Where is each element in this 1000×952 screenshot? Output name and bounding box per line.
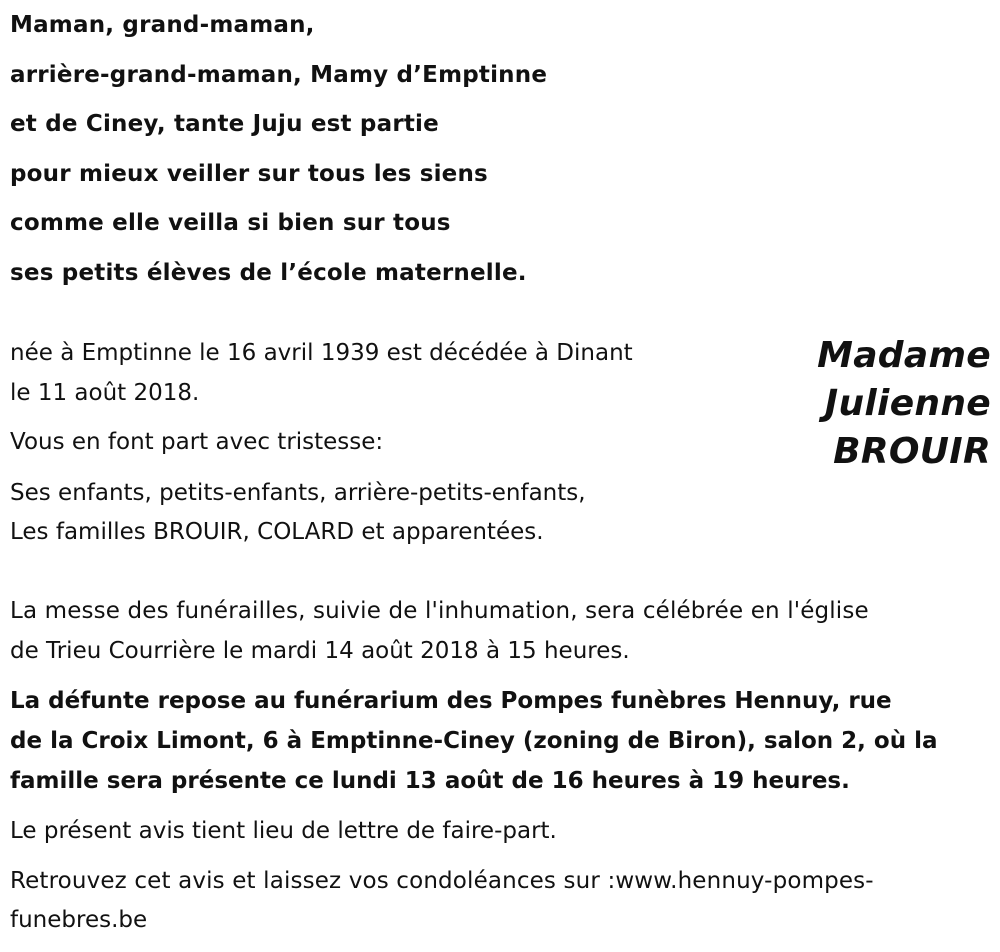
poem-line: et de Ciney, tante Juju est partie — [10, 111, 439, 137]
funeral-line-1: La messe des funérailles, suivie de l'inhumation, sera célébrée en l'église — [10, 598, 869, 624]
funerarium-line-3: famille sera présente ce lundi 13 août de 16 heures à 19 heures. — [10, 768, 850, 794]
poem-line: ses petits élèves de l’école maternelle. — [10, 259, 527, 286]
family-line-2: Les familles BROUIR, COLARD et apparentées. — [10, 519, 544, 545]
poem — [10, 8, 547, 305]
family-line-1: Ses enfants, petits-enfants, arrière-petits-enfants, — [10, 480, 586, 506]
poem-line: arrière-grand-maman, Mamy d’Emptinne — [10, 61, 548, 88]
notice: Le présent avis tient lieu de lettre de faire-part. — [10, 818, 557, 844]
deceased-last-name: BROUIR — [833, 431, 991, 472]
condolences-line-2: funebres.be — [10, 907, 148, 933]
announcement: Vous en font part avec tristesse: — [10, 429, 384, 455]
poem-line: pour mieux veiller sur tous les siens — [10, 160, 488, 187]
funerarium-line-1: La défunte repose au funérarium des Pompes funèbres Hennuy, rue — [10, 688, 892, 714]
poem-line: comme elle veilla si bien sur tous — [10, 210, 451, 236]
deceased-title: Madame — [817, 335, 991, 376]
poem-line: Maman, grand-maman, — [10, 12, 315, 38]
condolences-line-1: Retrouvez cet avis et laissez vos condoléances sur :www.hennuy-pompes- — [10, 868, 874, 894]
deceased-first-name: Julienne — [824, 383, 991, 424]
birth-death-line-1: née à Emptinne le 16 avril 1939 est décédée à Dinant — [10, 340, 633, 366]
funeral-line-2: de Trieu Courrière le mardi 14 août 2018 à 15 heures. — [10, 638, 630, 664]
deceased-name — [817, 332, 991, 476]
funerarium-line-2: de la Croix Limont, 6 à Emptinne-Ciney (zoning de Biron), salon 2, où la — [10, 728, 938, 754]
birth-death-line-2: le 11 août 2018. — [10, 380, 200, 406]
